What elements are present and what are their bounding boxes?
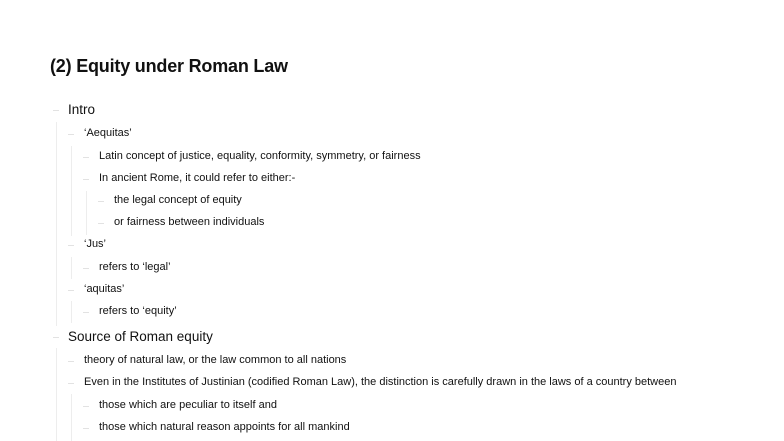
outline-item-ancient-rome: In ancient Rome, it could refer to either:- bbox=[99, 172, 296, 184]
outline-guide-jus bbox=[71, 257, 72, 279]
bullet-icon bbox=[53, 110, 59, 111]
outline-item-institutes: Even in the Institutes of Justinian (codified Roman Law), the distinction is carefully drawn in the laws of a country between bbox=[84, 376, 677, 388]
bullet-icon bbox=[68, 383, 74, 384]
outline-guide-source bbox=[56, 348, 57, 441]
outline-item-natural-law: theory of natural law, or the law common to all nations bbox=[84, 354, 347, 366]
outline-item-natural-reason: those which natural reason appoints for all mankind bbox=[99, 421, 350, 433]
outline-guide-ancient bbox=[86, 191, 87, 235]
outline-guide-aquitas bbox=[71, 301, 72, 323]
bullet-icon bbox=[83, 268, 89, 269]
bullet-icon bbox=[83, 179, 89, 180]
outline-guide-aequitas bbox=[71, 146, 72, 236]
bullet-icon bbox=[83, 157, 89, 158]
outline-item-peculiar: those which are peculiar to itself and bbox=[99, 399, 277, 411]
outline-item-intro: Intro bbox=[68, 102, 96, 117]
outline-guide-intro bbox=[56, 122, 57, 326]
bullet-icon bbox=[98, 201, 104, 202]
outline-item-jus: ‘Jus’ bbox=[84, 238, 107, 250]
bullet-icon bbox=[98, 223, 104, 224]
outline-item-aequitas: ‘Aequitas’ bbox=[84, 127, 132, 139]
bullet-icon bbox=[53, 337, 59, 338]
outline-item-source: Source of Roman equity bbox=[68, 329, 213, 344]
bullet-icon bbox=[68, 134, 74, 135]
bullet-icon bbox=[68, 290, 74, 291]
bullet-icon bbox=[83, 406, 89, 407]
page-title: (2) Equity under Roman Law bbox=[50, 56, 288, 76]
bullet-icon bbox=[68, 245, 74, 246]
outline-guide-institutes bbox=[71, 394, 72, 441]
outline-item-legal-concept: the legal concept of equity bbox=[114, 194, 242, 206]
outline-item-aquitas-refers: refers to ‘equity’ bbox=[99, 305, 177, 317]
outline-item-fairness: or fairness between individuals bbox=[114, 216, 265, 228]
bullet-icon bbox=[83, 428, 89, 429]
bullet-icon bbox=[83, 312, 89, 313]
outline-item-aquitas: ‘aquitas’ bbox=[84, 283, 125, 295]
outline-item-latin-concept: Latin concept of justice, equality, conformity, symmetry, or fairness bbox=[99, 150, 421, 162]
bullet-icon bbox=[68, 361, 74, 362]
outline-item-jus-refers: refers to ‘legal’ bbox=[99, 261, 171, 273]
